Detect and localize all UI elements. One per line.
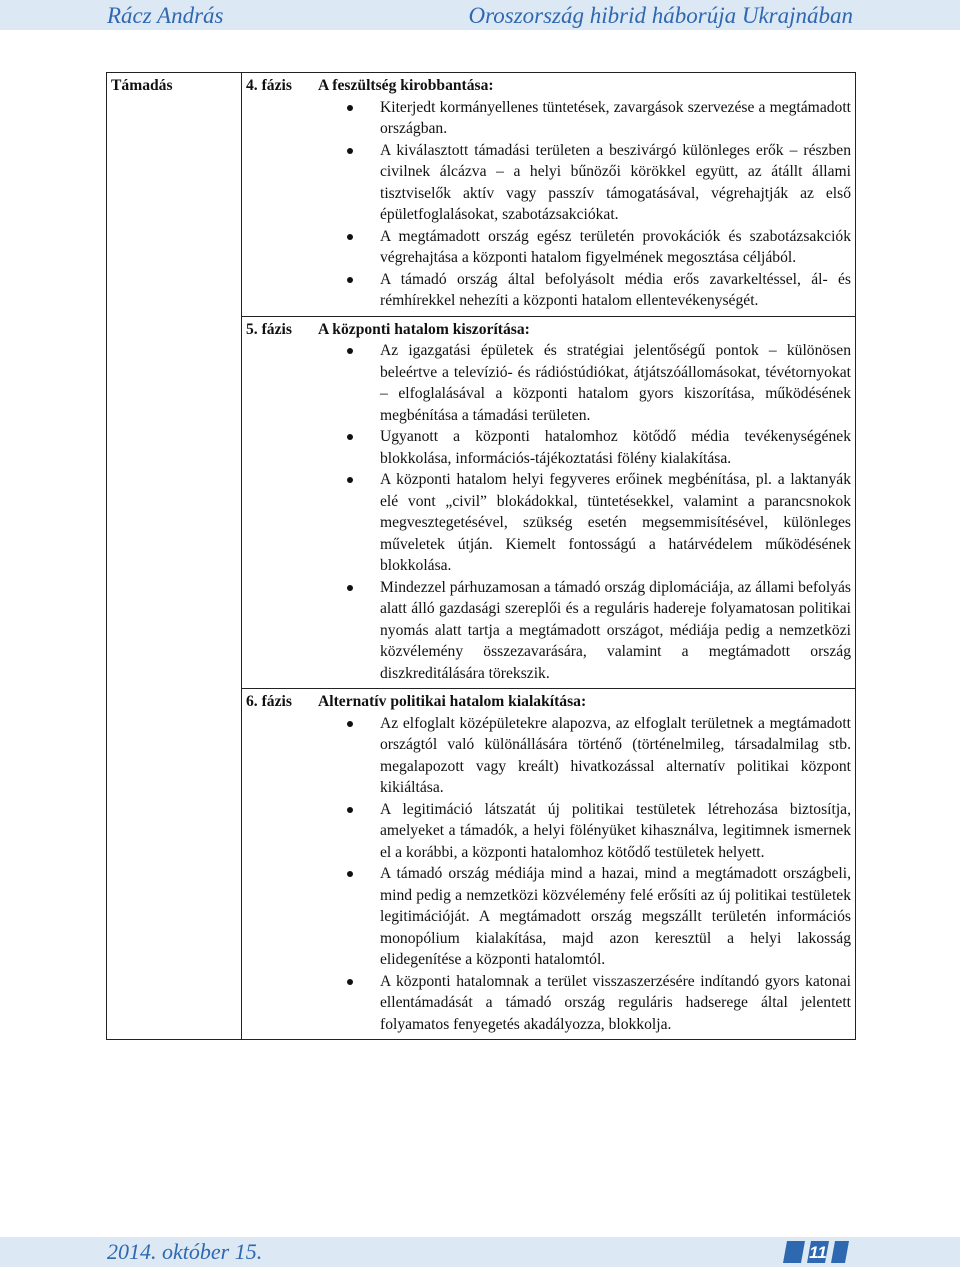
bullet-icon <box>347 585 353 591</box>
header-title: Oroszország hibrid háborúja Ukrajnában <box>468 3 853 28</box>
list-item <box>318 577 851 685</box>
phase-title: A központi hatalom kiszorítása: <box>318 320 530 338</box>
list-item-text: Az elfoglalt középületekre alapozva, az elfoglalt területnek a megtámadott országtól való különállására történő (történelmileg, társadalmilag stb. megalapozott vagy kreált) hivatkozással alternatív politikai központ kikiáltása. <box>380 714 851 796</box>
phase-bullet-list <box>318 97 851 312</box>
phase-title: Alternatív politikai hatalom kialakítása: <box>318 693 587 710</box>
phases-table <box>106 72 856 1040</box>
list-item-text: A kiválasztott támadási területen a beszivárgó különleges erők – részben civilnek álcázva – a helyi bűnözői körökkel együtt, az átállt állami tisztviselők aktív vagy passzív támogatásával, végrehajtják az első épületfoglalásokat, szabotázsakciókat. <box>380 141 851 223</box>
phase-number-cell <box>242 73 315 317</box>
bullet-icon <box>347 105 353 111</box>
list-item-text: A támadó ország médiája mind a hazai, mind a megtámadott országbeli, mind pedig a nemzetközi közvélemény felé erősíti az új politikai testületek legitimációját. A megtámadott ország megszállt területén információs monopólium kialakítása, majd azon keresztül a helyi lakosság elidegenítése a központi hatalomtól. <box>380 865 851 968</box>
list-item <box>318 97 851 140</box>
bullet-icon <box>347 234 353 240</box>
page-number: 11 <box>809 1243 827 1262</box>
table-label: Támadás <box>111 77 173 94</box>
bullet-icon <box>347 277 353 283</box>
list-item-text: Kiterjedt kormányellenes tüntetések, zavargások szervezése a megtámadott országban. <box>380 98 851 137</box>
phase-content-cell <box>314 316 856 689</box>
phase-number: 6. fázis <box>246 693 292 710</box>
table-row <box>107 73 856 317</box>
page-header <box>0 0 960 30</box>
list-item-text: Az igazgatási épületek és stratégiai jelentőségű pontok – különösen beleértve a televízió- és rádióstúdiókat, átjátszóállomásokat, tévétornyokat – elfoglalásával a központi hatalom gyors kiszorítása, működésének megbénítása a támadási területen. <box>380 342 851 424</box>
list-item-text: A legitimáció látszatát új politikai testületek létrehozása biztosítja, amelyeket a támadók, a helyi fölényüket kihasználva, legitimnek ismernek el a korábbi, a központi hatalomhoz kötődő testületek helyett. <box>380 800 851 861</box>
list-item <box>318 426 851 469</box>
list-item-text: A központi hatalom helyi fegyveres erőinek megbénítása, pl. a laktanyák elé vont „civil” blokádokkal, tüntetésekkel, valamint a parancsnokok megvesztegetésével, szükség esetén megsemmisítésével, különleges műveletek útján. Kiemelt fontosságú a határvédelem működésének blokkolása. <box>380 471 851 574</box>
list-item <box>318 971 851 1036</box>
footer-date: 2014. október 15. <box>107 1239 263 1264</box>
list-item-text: Mindezzel párhuzamosan a támadó ország diplomáciája, az állami befolyás alatt álló gazdasági szereplői és a reguláris hadereje folyamatosan politikai nyomás alatt tartja a megtámadott országot, médiája pedig a nemzetközi közvélemény összezavarására, valamint a megtámadott ország diszkreditálására törekszik. <box>380 578 851 682</box>
list-item <box>318 226 851 269</box>
list-item <box>318 713 851 799</box>
phase-number: 5. fázis <box>246 320 292 338</box>
phase-number: 4. fázis <box>246 77 292 94</box>
bullet-icon <box>347 148 353 154</box>
list-item-text: A támadó ország által befolyásolt média erős zavarkeltéssel, ál- és rémhírekkel nehezíti a központi hatalom ellentevékenységét. <box>380 270 851 309</box>
bullet-icon <box>347 348 353 354</box>
bullet-icon <box>347 434 353 440</box>
header-author: Rácz András <box>107 3 224 28</box>
list-item-text: A központi hatalomnak a terület visszaszerzésére indítandó gyors katonai ellentámadását a támadó ország reguláris hadserege által jelentett folyamatos fenyegetés akadályozza, blokkolja. <box>380 972 851 1033</box>
list-item <box>318 799 851 864</box>
list-item <box>318 469 851 577</box>
phase-title: A feszültség kirobbantása: <box>318 77 494 94</box>
phase-content-cell <box>314 73 856 317</box>
table-label-cell <box>107 73 242 1040</box>
list-item <box>318 340 851 426</box>
phase-bullet-list <box>318 340 851 684</box>
phase-number-cell <box>242 689 315 1040</box>
list-item <box>318 863 851 971</box>
list-item-text: A megtámadott ország egész területén provokációk és szabotázsakciók végrehajtása a központi hatalom figyelmének megosztása céljából. <box>380 227 851 266</box>
list-item <box>318 140 851 226</box>
bullet-icon <box>347 807 353 813</box>
bullet-icon <box>347 979 353 985</box>
list-item <box>318 269 851 312</box>
list-item-text: Ugyanott a központi hatalomhoz kötődő média tevékenységének blokkolása, információs-tájékoztatási fölény kialakítása. <box>380 428 851 467</box>
page-number-badge <box>783 1241 853 1263</box>
phase-number-cell <box>242 316 315 689</box>
page-footer <box>0 1237 960 1267</box>
phase-bullet-list <box>318 713 851 1036</box>
bullet-icon <box>347 871 353 877</box>
phase-content-cell <box>314 689 856 1040</box>
bullet-icon <box>347 721 353 727</box>
bullet-icon <box>347 477 353 483</box>
